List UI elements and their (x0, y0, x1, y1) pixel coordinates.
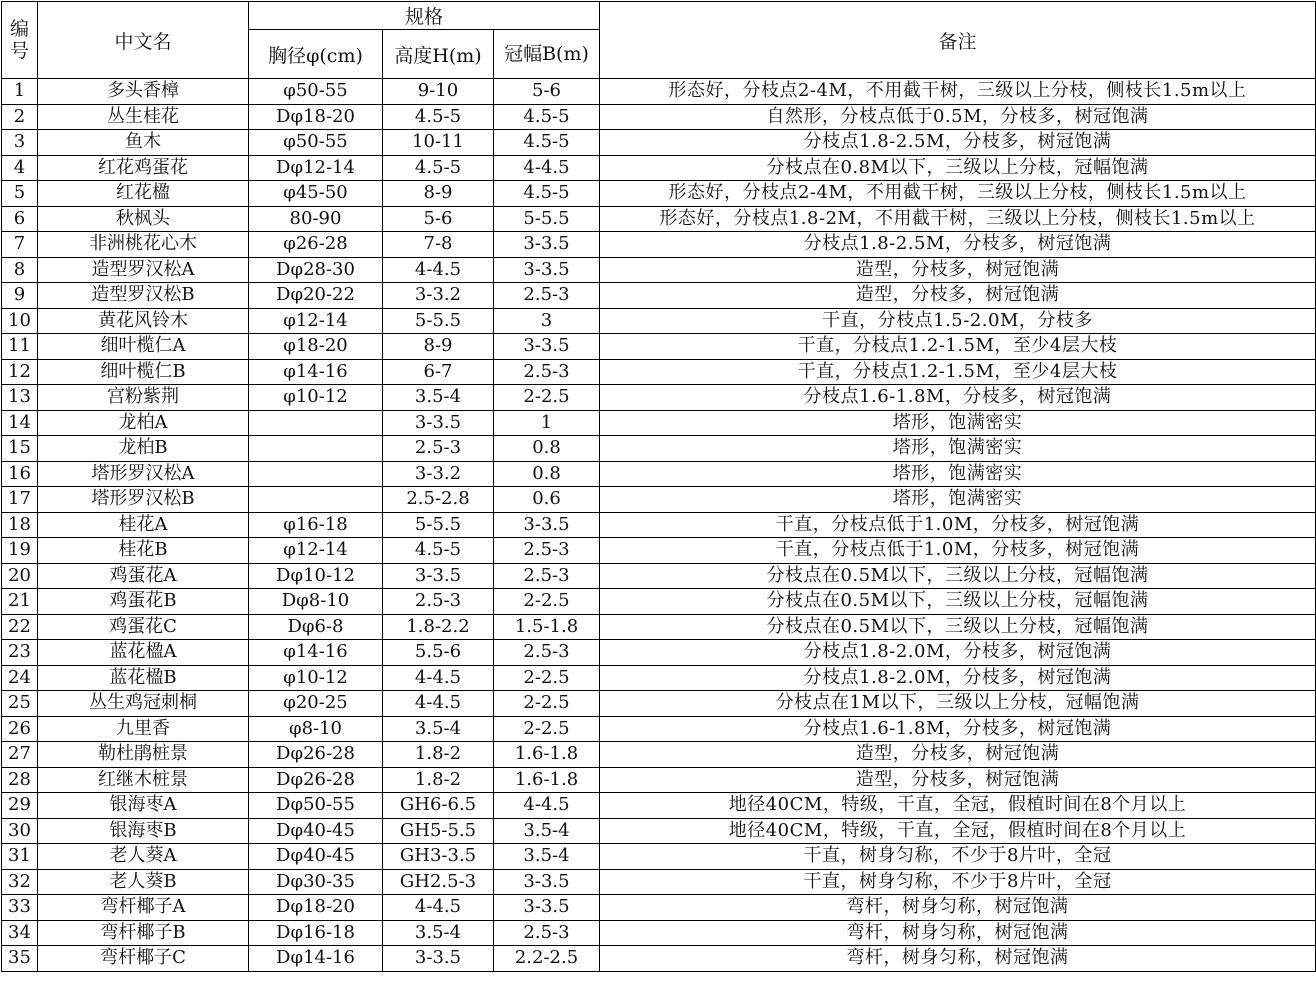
cell-no: 2 (2, 104, 38, 130)
cell-remark: 干直，分枝点低于1.0M，分枝多，树冠饱满 (600, 512, 1316, 538)
table-row (2, 385, 1316, 411)
cell-dbh: Dφ40-45 (249, 818, 383, 844)
cell-remark: 形态好，分枝点2-4M，不用截干树，三级以上分枝，侧枝长1.5m以上 (600, 181, 1316, 207)
cell-height: 1.8-2.2 (383, 614, 494, 640)
cell-crown: 3-3.5 (494, 512, 600, 538)
cell-height: 1.8-2 (383, 742, 494, 768)
table-row (2, 767, 1316, 793)
cell-remark: 塔形，饱满密实 (600, 487, 1316, 513)
cell-no: 30 (2, 818, 38, 844)
table-row (2, 410, 1316, 436)
table-row (2, 665, 1316, 691)
table-header (2, 2, 1316, 79)
cell-crown: 2.5-3 (494, 283, 600, 309)
table-row (2, 818, 1316, 844)
cell-name: 宫粉紫荆 (38, 385, 249, 411)
cell-dbh: φ10-12 (249, 665, 383, 691)
cell-name: 弯杆椰子C (38, 946, 249, 972)
cell-name: 银海枣B (38, 818, 249, 844)
cell-name: 红花鸡蛋花 (38, 155, 249, 181)
table-row (2, 563, 1316, 589)
cell-crown: 2-2.5 (494, 589, 600, 615)
cell-crown: 1.6-1.8 (494, 767, 600, 793)
cell-name: 弯杆椰子A (38, 895, 249, 921)
cell-height: 4.5-5 (383, 155, 494, 181)
header-no: 编号 (2, 2, 38, 79)
cell-dbh: Dφ50-55 (249, 793, 383, 819)
table-row (2, 946, 1316, 972)
cell-crown: 0.6 (494, 487, 600, 513)
cell-crown: 4-4.5 (494, 155, 600, 181)
cell-name: 丛生鸡冠刺桐 (38, 691, 249, 717)
cell-height: 5-5.5 (383, 512, 494, 538)
cell-dbh: φ16-18 (249, 512, 383, 538)
cell-height: 5-5.5 (383, 308, 494, 334)
cell-name: 塔形罗汉松A (38, 461, 249, 487)
table-row (2, 614, 1316, 640)
cell-crown: 2.5-3 (494, 359, 600, 385)
cell-no: 23 (2, 640, 38, 666)
cell-remark: 造型，分枝多，树冠饱满 (600, 767, 1316, 793)
cell-dbh: Dφ40-45 (249, 844, 383, 870)
table-row (2, 79, 1316, 105)
cell-remark: 自然形，分枝点低于0.5M，分枝多，树冠饱满 (600, 104, 1316, 130)
cell-dbh: Dφ28-30 (249, 257, 383, 283)
cell-height: 7-8 (383, 232, 494, 258)
header-remark: 备注 (600, 2, 1316, 79)
table-row (2, 869, 1316, 895)
cell-remark: 地径40CM，特级，干直，全冠，假植时间在8个月以上 (600, 818, 1316, 844)
cell-remark: 造型，分枝多，树冠饱满 (600, 257, 1316, 283)
cell-remark: 干直，分枝点1.2-1.5M，至少4层大枝 (600, 359, 1316, 385)
cell-dbh: Dφ16-18 (249, 920, 383, 946)
cell-name: 造型罗汉松A (38, 257, 249, 283)
cell-remark: 干直，分枝点1.5-2.0M，分枝多 (600, 308, 1316, 334)
cell-dbh: Dφ12-14 (249, 155, 383, 181)
cell-height: GH5-5.5 (383, 818, 494, 844)
cell-crown: 3-3.5 (494, 257, 600, 283)
cell-dbh: 80-90 (249, 206, 383, 232)
cell-no: 35 (2, 946, 38, 972)
cell-dbh (249, 461, 383, 487)
cell-name: 造型罗汉松B (38, 283, 249, 309)
cell-dbh: Dφ26-28 (249, 767, 383, 793)
table-row (2, 793, 1316, 819)
cell-remark: 弯杆，树身匀称，树冠饱满 (600, 946, 1316, 972)
cell-no: 22 (2, 614, 38, 640)
table-row (2, 359, 1316, 385)
cell-crown: 2.5-3 (494, 920, 600, 946)
table-row (2, 334, 1316, 360)
cell-no: 8 (2, 257, 38, 283)
cell-dbh: φ45-50 (249, 181, 383, 207)
cell-remark: 分枝点在0.5M以下，三级以上分枝，冠幅饱满 (600, 589, 1316, 615)
cell-height: 4.5-5 (383, 104, 494, 130)
cell-height: 4-4.5 (383, 691, 494, 717)
table-row (2, 206, 1316, 232)
cell-name: 鱼木 (38, 130, 249, 156)
cell-no: 12 (2, 359, 38, 385)
plant-spec-table (1, 1, 1316, 972)
cell-height: 3-3.5 (383, 410, 494, 436)
cell-remark: 分枝点1.8-2.0M，分枝多，树冠饱满 (600, 640, 1316, 666)
cell-no: 6 (2, 206, 38, 232)
table-row (2, 308, 1316, 334)
cell-crown: 4.5-5 (494, 104, 600, 130)
cell-name: 银海枣A (38, 793, 249, 819)
cell-no: 11 (2, 334, 38, 360)
table-row (2, 155, 1316, 181)
cell-remark: 分枝点1.8-2.5M，分枝多，树冠饱满 (600, 130, 1316, 156)
cell-dbh: Dφ20-22 (249, 283, 383, 309)
cell-crown: 5-6 (494, 79, 600, 105)
cell-name: 弯杆椰子B (38, 920, 249, 946)
cell-remark: 干直，树身匀称，不少于8片叶，全冠 (600, 844, 1316, 870)
cell-name: 老人葵B (38, 869, 249, 895)
cell-dbh: Dφ10-12 (249, 563, 383, 589)
cell-remark: 分枝点1.8-2.0M，分枝多，树冠饱满 (600, 665, 1316, 691)
table-row (2, 742, 1316, 768)
cell-dbh: Dφ18-20 (249, 895, 383, 921)
cell-name: 老人葵A (38, 844, 249, 870)
cell-dbh: φ20-25 (249, 691, 383, 717)
cell-dbh: Dφ30-35 (249, 869, 383, 895)
cell-dbh: φ12-14 (249, 538, 383, 564)
cell-dbh: Dφ26-28 (249, 742, 383, 768)
cell-remark: 塔形，饱满密实 (600, 461, 1316, 487)
table-row (2, 691, 1316, 717)
cell-crown: 2-2.5 (494, 665, 600, 691)
cell-remark: 分枝点在0.5M以下，三级以上分枝，冠幅饱满 (600, 614, 1316, 640)
cell-name: 鸡蛋花C (38, 614, 249, 640)
cell-crown: 2.2-2.5 (494, 946, 600, 972)
table-row (2, 130, 1316, 156)
cell-dbh: φ50-55 (249, 130, 383, 156)
cell-height: 9-10 (383, 79, 494, 105)
cell-name: 红花楹 (38, 181, 249, 207)
cell-height: GH3-3.5 (383, 844, 494, 870)
cell-remark: 造型，分枝多，树冠饱满 (600, 742, 1316, 768)
cell-name: 龙柏B (38, 436, 249, 462)
cell-name: 龙柏A (38, 410, 249, 436)
table-row (2, 283, 1316, 309)
cell-crown: 4-4.5 (494, 793, 600, 819)
cell-height: 3-3.2 (383, 461, 494, 487)
table-row (2, 104, 1316, 130)
cell-remark: 分枝点1.6-1.8M，分枝多，树冠饱满 (600, 716, 1316, 742)
cell-no: 18 (2, 512, 38, 538)
cell-crown: 2.5-3 (494, 538, 600, 564)
cell-dbh: φ50-55 (249, 79, 383, 105)
cell-remark: 弯杆，树身匀称，树冠饱满 (600, 895, 1316, 921)
cell-remark: 干直，树身匀称，不少于8片叶，全冠 (600, 869, 1316, 895)
cell-dbh (249, 410, 383, 436)
cell-no: 34 (2, 920, 38, 946)
cell-remark: 分枝点在0.8M以下，三级以上分枝，冠幅饱满 (600, 155, 1316, 181)
cell-no: 26 (2, 716, 38, 742)
header-height: 高度H(m) (383, 30, 494, 79)
cell-remark: 分枝点1.6-1.8M，分枝多，树冠饱满 (600, 385, 1316, 411)
table-row (2, 461, 1316, 487)
cell-crown: 3-3.5 (494, 334, 600, 360)
cell-height: 4-4.5 (383, 895, 494, 921)
cell-dbh: φ12-14 (249, 308, 383, 334)
cell-dbh: Dφ18-20 (249, 104, 383, 130)
table-row (2, 436, 1316, 462)
cell-remark: 形态好，分枝点2-4M，不用截干树，三级以上分枝，侧枝长1.5m以上 (600, 79, 1316, 105)
cell-crown: 2-2.5 (494, 716, 600, 742)
cell-height: 3.5-4 (383, 920, 494, 946)
cell-name: 鸡蛋花B (38, 589, 249, 615)
cell-no: 17 (2, 487, 38, 513)
cell-no: 21 (2, 589, 38, 615)
cell-crown: 3.5-4 (494, 818, 600, 844)
cell-no: 28 (2, 767, 38, 793)
cell-height: 3-3.5 (383, 563, 494, 589)
cell-crown: 1 (494, 410, 600, 436)
header-crown: 冠幅B(m) (494, 30, 600, 79)
cell-height: 3.5-4 (383, 385, 494, 411)
cell-crown: 4.5-5 (494, 181, 600, 207)
cell-remark: 造型，分枝多，树冠饱满 (600, 283, 1316, 309)
cell-dbh: φ26-28 (249, 232, 383, 258)
cell-dbh: Dφ8-10 (249, 589, 383, 615)
cell-crown: 3 (494, 308, 600, 334)
table-row (2, 538, 1316, 564)
cell-crown: 0.8 (494, 436, 600, 462)
cell-no: 9 (2, 283, 38, 309)
cell-height: 10-11 (383, 130, 494, 156)
cell-crown: 5-5.5 (494, 206, 600, 232)
cell-height: 2.5-3 (383, 436, 494, 462)
cell-crown: 1.6-1.8 (494, 742, 600, 768)
cell-height: 2.5-3 (383, 589, 494, 615)
cell-no: 13 (2, 385, 38, 411)
cell-no: 33 (2, 895, 38, 921)
cell-dbh: φ18-20 (249, 334, 383, 360)
table-row (2, 716, 1316, 742)
table-row (2, 640, 1316, 666)
cell-height: 8-9 (383, 181, 494, 207)
cell-remark: 地径40CM，特级，干直，全冠，假植时间在8个月以上 (600, 793, 1316, 819)
cell-crown: 4.5-5 (494, 130, 600, 156)
cell-crown: 2.5-3 (494, 640, 600, 666)
cell-name: 蓝花楹A (38, 640, 249, 666)
cell-no: 31 (2, 844, 38, 870)
cell-name: 丛生桂花 (38, 104, 249, 130)
cell-crown: 0.8 (494, 461, 600, 487)
cell-remark: 形态好，分枝点1.8-2M，不用截干树，三级以上分枝，侧枝长1.5m以上 (600, 206, 1316, 232)
cell-no: 16 (2, 461, 38, 487)
cell-crown: 2.5-3 (494, 563, 600, 589)
cell-name: 秋枫头 (38, 206, 249, 232)
cell-crown: 3-3.5 (494, 895, 600, 921)
cell-height: 6-7 (383, 359, 494, 385)
cell-name: 蓝花楹B (38, 665, 249, 691)
cell-no: 15 (2, 436, 38, 462)
cell-no: 1 (2, 79, 38, 105)
table-row (2, 232, 1316, 258)
cell-no: 5 (2, 181, 38, 207)
cell-crown: 3.5-4 (494, 844, 600, 870)
cell-name: 多头香樟 (38, 79, 249, 105)
cell-dbh (249, 487, 383, 513)
cell-dbh: φ8-10 (249, 716, 383, 742)
cell-name: 细叶榄仁B (38, 359, 249, 385)
cell-name: 细叶榄仁A (38, 334, 249, 360)
cell-remark: 分枝点1.8-2.5M，分枝多，树冠饱满 (600, 232, 1316, 258)
cell-crown: 3-3.5 (494, 232, 600, 258)
cell-name: 鸡蛋花A (38, 563, 249, 589)
cell-name: 塔形罗汉松B (38, 487, 249, 513)
cell-name: 黄花风铃木 (38, 308, 249, 334)
cell-no: 10 (2, 308, 38, 334)
cell-name: 非洲桃花心木 (38, 232, 249, 258)
table-row (2, 920, 1316, 946)
cell-no: 29 (2, 793, 38, 819)
header-name: 中文名 (38, 2, 249, 79)
cell-height: 5-6 (383, 206, 494, 232)
cell-remark: 分枝点在1M以下，三级以上分枝，冠幅饱满 (600, 691, 1316, 717)
cell-dbh: Dφ14-16 (249, 946, 383, 972)
cell-no: 20 (2, 563, 38, 589)
cell-height: 3-3.5 (383, 946, 494, 972)
cell-crown: 1.5-1.8 (494, 614, 600, 640)
cell-height: 2.5-2.8 (383, 487, 494, 513)
header-spec: 规格 (249, 2, 600, 30)
cell-crown: 3-3.5 (494, 869, 600, 895)
cell-height: GH6-6.5 (383, 793, 494, 819)
cell-height: 5.5-6 (383, 640, 494, 666)
cell-crown: 2-2.5 (494, 691, 600, 717)
table-row (2, 895, 1316, 921)
cell-no: 4 (2, 155, 38, 181)
cell-height: 8-9 (383, 334, 494, 360)
cell-dbh (249, 436, 383, 462)
table-row (2, 512, 1316, 538)
cell-remark: 塔形，饱满密实 (600, 436, 1316, 462)
cell-dbh: φ14-16 (249, 640, 383, 666)
cell-height: 4-4.5 (383, 665, 494, 691)
cell-height: 3-3.2 (383, 283, 494, 309)
cell-no: 19 (2, 538, 38, 564)
cell-dbh: φ14-16 (249, 359, 383, 385)
table-row (2, 589, 1316, 615)
cell-height: 4.5-5 (383, 538, 494, 564)
cell-name: 桂花A (38, 512, 249, 538)
cell-remark: 塔形，饱满密实 (600, 410, 1316, 436)
cell-dbh: Dφ6-8 (249, 614, 383, 640)
cell-dbh: φ10-12 (249, 385, 383, 411)
table-row (2, 257, 1316, 283)
cell-no: 3 (2, 130, 38, 156)
cell-name: 九里香 (38, 716, 249, 742)
cell-height: GH2.5-3 (383, 869, 494, 895)
cell-no: 32 (2, 869, 38, 895)
table-row (2, 487, 1316, 513)
table-row (2, 181, 1316, 207)
cell-name: 桂花B (38, 538, 249, 564)
cell-no: 24 (2, 665, 38, 691)
cell-crown: 2-2.5 (494, 385, 600, 411)
cell-no: 25 (2, 691, 38, 717)
cell-height: 3.5-4 (383, 716, 494, 742)
cell-no: 7 (2, 232, 38, 258)
cell-remark: 干直，分枝点低于1.0M，分枝多，树冠饱满 (600, 538, 1316, 564)
cell-height: 4-4.5 (383, 257, 494, 283)
cell-no: 27 (2, 742, 38, 768)
cell-remark: 干直，分枝点1.2-1.5M，至少4层大枝 (600, 334, 1316, 360)
cell-no: 14 (2, 410, 38, 436)
header-dbh: 胸径φ(cm) (249, 30, 383, 79)
table-row (2, 844, 1316, 870)
cell-remark: 分枝点在0.5M以下，三级以上分枝，冠幅饱满 (600, 563, 1316, 589)
cell-name: 勒杜鹃桩景 (38, 742, 249, 768)
cell-name: 红继木桩景 (38, 767, 249, 793)
cell-height: 1.8-2 (383, 767, 494, 793)
table-body (2, 79, 1316, 972)
cell-remark: 弯杆，树身匀称，树冠饱满 (600, 920, 1316, 946)
